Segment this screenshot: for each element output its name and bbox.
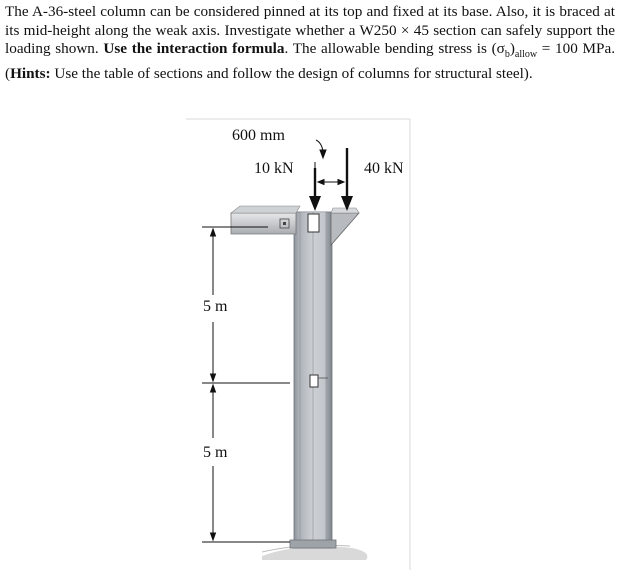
height-dimension <box>202 227 290 542</box>
right-bracket <box>331 208 359 245</box>
stress-prefix: . The allowable bending stress is (σ <box>284 40 505 58</box>
stress-value: = 100 MPa. ( <box>5 40 616 82</box>
stress-subscript-allow: allow <box>514 49 538 61</box>
stress-subscript-b: b <box>504 49 510 61</box>
stress-close: ) <box>509 40 515 58</box>
problem-bold-instruction: Use the interaction formula <box>103 40 285 58</box>
label-5m-lower: 5 m <box>203 444 228 461</box>
hints-text: Use the table of sections and follow the design of columns for structural steel). <box>50 64 533 82</box>
column-cap <box>308 214 319 232</box>
label-600mm: 600 mm <box>232 127 285 144</box>
label-5m-upper: 5 m <box>203 298 228 315</box>
load-arrow-40kn <box>341 148 353 211</box>
top-beam <box>231 206 300 234</box>
label-40kn: 40 kN <box>364 160 404 177</box>
hints-label: Hints: <box>10 64 51 82</box>
dimension-600mm <box>315 140 347 185</box>
problem-intro: The A-36-steel column can be considered pinned at its top and fixed at its base. Also, it is braced at its mid-height along the weak axis. Investigate whether a W250 × 45 section can safely support the loading shown. <box>5 3 615 58</box>
label-10kn: 10 kN <box>254 160 294 177</box>
load-arrow-10kn <box>309 168 321 211</box>
